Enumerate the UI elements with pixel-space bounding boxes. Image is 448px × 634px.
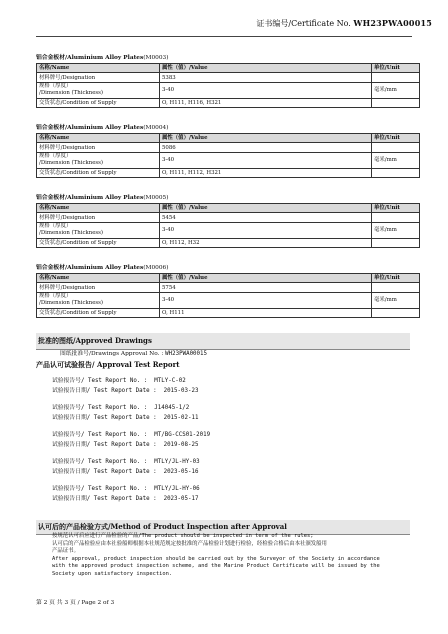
col-value-header: 属性（值）/Value — [160, 64, 372, 73]
inspection-line: Society upon satisfactory inspection. — [52, 570, 173, 577]
table-header-row — [37, 274, 420, 283]
supply-value: O, H111 — [160, 308, 372, 317]
table-header-row — [37, 204, 420, 213]
drawing-approval-value: WH23PWA00015 — [165, 351, 208, 357]
dimension-label: 规格（厚度） /Dimension (Thickness) — [37, 292, 160, 308]
dimension-unit: 毫米/mm — [372, 82, 420, 98]
test-report-no: MTLY-C-02 — [154, 378, 186, 384]
material-table — [36, 133, 420, 178]
table-row — [37, 98, 420, 107]
test-report-entry — [52, 430, 210, 450]
table-row — [37, 213, 420, 222]
designation-label: 材料牌号/Designation — [37, 283, 160, 292]
designation-label: 材料牌号/Designation — [37, 143, 160, 152]
col-name-header: 名称/Name — [37, 64, 160, 73]
drawing-approval-line — [60, 348, 207, 357]
dimension-unit: 毫米/mm — [372, 222, 420, 238]
test-report-entry — [52, 376, 198, 396]
dimension-label: 规格（厚度） /Dimension (Thickness) — [37, 152, 160, 168]
material-table — [36, 273, 420, 318]
table-row — [37, 308, 420, 317]
inspection-line: 认可后的产品检验应由本社验船师根据本社规范规定按批准的产品检验计划进行检验，经检验合格后由本社颁发船用 — [52, 540, 327, 547]
designation-value: 5454 — [160, 213, 372, 222]
inspection-method-text — [52, 533, 404, 579]
col-name-header: 名称/Name — [37, 134, 160, 143]
certificate-number — [256, 18, 432, 29]
certificate-label: 证书编号/Certificate No. — [256, 19, 351, 28]
approved-drawings-title: 批准的图纸/Approved Drawings — [36, 333, 410, 350]
test-report-date-label: 试验报告日期/ Test Report Date : — [52, 442, 157, 448]
supply-label: 交货状态/Condition of Supply — [37, 168, 160, 177]
test-report-no: J14045-1/2 — [154, 405, 190, 411]
test-report-title: 产品认可试验报告/ Approval Test Report — [36, 360, 180, 369]
test-report-date: 2019-08-25 — [163, 442, 199, 448]
table-row — [37, 82, 420, 98]
material-table — [36, 203, 420, 248]
supply-label: 交货状态/Condition of Supply — [37, 238, 160, 247]
test-report-date: 2023-05-17 — [163, 496, 199, 502]
designation-value: 5754 — [160, 283, 372, 292]
drawing-approval-label: 图纸批准号/Drawings Approval No. : — [60, 351, 164, 357]
table-row — [37, 143, 420, 152]
material-table — [36, 63, 420, 108]
test-report-no-label: 试验报告号/ Test Report No. : — [52, 486, 148, 492]
dimension-value: 3-40 — [160, 82, 372, 98]
col-value-header: 属性（值）/Value — [160, 134, 372, 143]
supply-label: 交货状态/Condition of Supply — [37, 98, 160, 107]
test-report-no: MT/BG-CCS01-2019 — [154, 432, 211, 438]
material-section — [36, 192, 410, 248]
test-report-no-label: 试验报告号/ Test Report No. : — [52, 405, 148, 411]
test-report-no-label: 试验报告号/ Test Report No. : — [52, 378, 148, 384]
dimension-unit: 毫米/mm — [372, 292, 420, 308]
table-row — [37, 283, 420, 292]
designation-value: 5086 — [160, 143, 372, 152]
material-section — [36, 262, 410, 318]
test-report-date: 2015-02-11 — [163, 415, 199, 421]
col-value-header: 属性（值）/Value — [160, 204, 372, 213]
page-footer: 第 2 页 共 3 页 / Page 2 of 3 — [36, 600, 115, 606]
table-row — [37, 238, 420, 247]
certificate-number-value: WH23PWA00015 — [353, 18, 432, 28]
table-row — [37, 73, 420, 82]
test-report-entry — [52, 403, 198, 423]
supply-label: 交货状态/Condition of Supply — [37, 308, 160, 317]
supply-value: O, H111, H116, H321 — [160, 98, 372, 107]
inspection-line: with the approved product inspection scheme, and the Marine Product Certificate will be issued by the — [52, 563, 380, 570]
header-rule — [36, 36, 412, 37]
col-name-header: 名称/Name — [37, 274, 160, 283]
supply-value: O, H112, H32 — [160, 238, 372, 247]
table-header-row — [37, 64, 420, 73]
dimension-value: 3-40 — [160, 222, 372, 238]
dimension-value: 3-40 — [160, 292, 372, 308]
test-report-date-label: 试验报告日期/ Test Report Date : — [52, 496, 157, 502]
test-report-date-label: 试验报告日期/ Test Report Date : — [52, 388, 157, 394]
inspection-method-title: 认可后的产品检验方式/Method of Product Inspection after Approval — [36, 520, 410, 535]
test-report-date: 2015-03-23 — [163, 388, 199, 394]
col-unit-header: 单位/Unit — [372, 274, 420, 283]
col-unit-header: 单位/Unit — [372, 64, 420, 73]
col-value-header: 属性（值）/Value — [160, 274, 372, 283]
table-row — [37, 168, 420, 177]
table-row — [37, 292, 420, 308]
inspection-line: 按规范认可后应进行产品检验的产品/The product should be inspected in term of the rules; — [52, 533, 314, 539]
table-row — [37, 222, 420, 238]
test-report-entry — [52, 457, 200, 477]
dimension-value: 3-40 — [160, 152, 372, 168]
inspection-line: 产品证书。 — [52, 548, 79, 555]
test-report-date-label: 试验报告日期/ Test Report Date : — [52, 415, 157, 421]
material-section-title: 铝合金板材/Aluminium Alloy Plates(M0005) — [36, 195, 169, 201]
dimension-label: 规格（厚度） /Dimension (Thickness) — [37, 82, 160, 98]
designation-value: 5383 — [160, 73, 372, 82]
material-section-title: 铝合金板材/Aluminium Alloy Plates(M0003) — [36, 55, 169, 61]
supply-value: O, H111, H112, H321 — [160, 168, 372, 177]
table-header-row — [37, 134, 420, 143]
test-report-no: MTLY/JL-HY-06 — [154, 486, 200, 492]
inspection-line: After approval, product inspection should be carried out by the Surveyor of the Society in accordance — [52, 555, 380, 562]
dimension-unit: 毫米/mm — [372, 152, 420, 168]
test-report-date: 2023-05-16 — [163, 469, 199, 475]
col-unit-header: 单位/Unit — [372, 134, 420, 143]
test-report-no-label: 试验报告号/ Test Report No. : — [52, 432, 148, 438]
designation-label: 材料牌号/Designation — [37, 213, 160, 222]
material-section — [36, 122, 410, 178]
material-section-title: 铝合金板材/Aluminium Alloy Plates(M0006) — [36, 265, 169, 271]
test-report-no: MTLY/JL-HY-03 — [154, 459, 200, 465]
test-report-no-label: 试验报告号/ Test Report No. : — [52, 459, 148, 465]
test-report-entry — [52, 484, 200, 504]
col-unit-header: 单位/Unit — [372, 204, 420, 213]
table-row — [37, 152, 420, 168]
material-section — [36, 52, 410, 108]
dimension-label: 规格（厚度） /Dimension (Thickness) — [37, 222, 160, 238]
material-section-title: 铝合金板材/Aluminium Alloy Plates(M0004) — [36, 125, 169, 131]
test-report-date-label: 试验报告日期/ Test Report Date : — [52, 469, 157, 475]
col-name-header: 名称/Name — [37, 204, 160, 213]
designation-label: 材料牌号/Designation — [37, 73, 160, 82]
